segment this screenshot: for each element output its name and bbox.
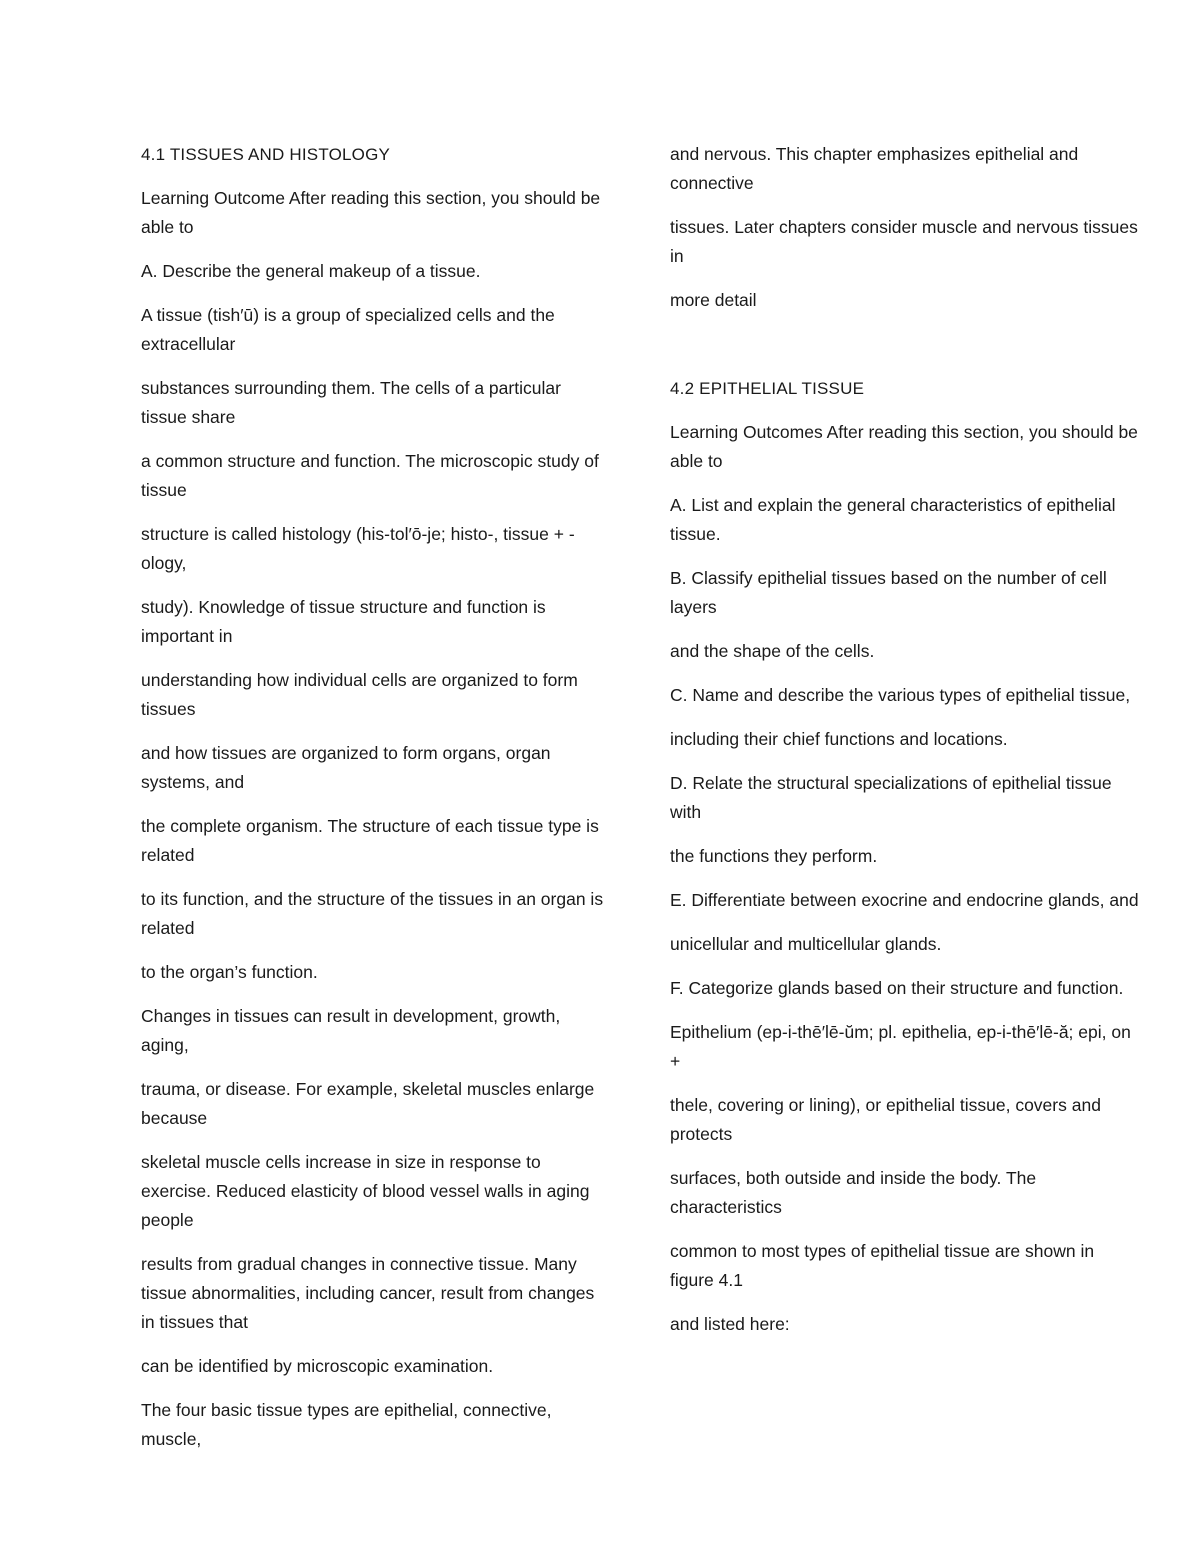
paragraph: The four basic tissue types are epithelial, connective, muscle, (141, 1400, 552, 1449)
section-heading-4-2: 4.2 EPITHELIAL TISSUE (670, 379, 865, 398)
paragraph: substances surrounding them. The cells of a particular tissue share (141, 378, 561, 427)
paragraph: study). Knowledge of tissue structure and function is important in (141, 597, 546, 646)
paragraph: surfaces, both outside and inside the body. The characteristics (670, 1168, 1037, 1217)
paragraph: A. List and explain the general characteristics of epithelial tissue. (670, 495, 1116, 544)
paragraph: a common structure and function. The microscopic study of tissue (141, 451, 599, 500)
paragraph: A. Describe the general makeup of a tissue. (141, 261, 481, 281)
paragraph: A tissue (tish′ū) is a group of specialized cells and the extracellular (141, 305, 555, 354)
section-heading-4-1: 4.1 TISSUES AND HISTOLOGY (141, 145, 391, 164)
paragraph: trauma, or disease. For example, skeletal muscles enlarge because (141, 1079, 595, 1128)
paragraph: more detail (670, 290, 757, 310)
right-column (670, 140, 1140, 1354)
paragraph: structure is called histology (his-tol′ō-je; histo-, tissue + -ology, (141, 524, 575, 573)
paragraph: Epithelium (ep-i-thē′lē-ŭm; pl. epithelia, ep-i-thē′lē-ă; epi, on + (670, 1022, 1131, 1071)
paragraph: and nervous. This chapter emphasizes epithelial and connective (670, 144, 1079, 193)
paragraph: C. Name and describe the various types of epithelial tissue, (670, 685, 1131, 705)
paragraph: tissues. Later chapters consider muscle and nervous tissues in (670, 217, 1138, 266)
paragraph: D. Relate the structural specializations of epithelial tissue with (670, 773, 1112, 822)
paragraph: understanding how individual cells are organized to form tissues (141, 670, 578, 719)
paragraph: Learning Outcomes After reading this section, you should be able to (670, 422, 1138, 471)
paragraph: thele, covering or lining), or epithelial tissue, covers and protects (670, 1095, 1101, 1144)
paragraph: skeletal muscle cells increase in size in response to exercise. Reduced elasticity of blood vessel walls in aging people (141, 1152, 590, 1230)
paragraph: B. Classify epithelial tissues based on the number of cell layers (670, 568, 1107, 617)
paragraph: to its function, and the structure of the tissues in an organ is related (141, 889, 604, 938)
paragraph: including their chief functions and locations. (670, 729, 1008, 749)
blank-line (670, 330, 1140, 374)
paragraph: results from gradual changes in connective tissue. Many tissue abnormalities, including cancer, result from changes in tissues that (141, 1254, 595, 1332)
paragraph: F. Categorize glands based on their structure and function. (670, 978, 1124, 998)
paragraph: Learning Outcome After reading this section, you should be able to (141, 188, 601, 237)
left-column (141, 140, 611, 1469)
paragraph: and the shape of the cells. (670, 641, 875, 661)
paragraph: and how tissues are organized to form organs, organ systems, and (141, 743, 551, 792)
paragraph: unicellular and multicellular glands. (670, 934, 942, 954)
paragraph: Changes in tissues can result in development, growth, aging, (141, 1006, 561, 1055)
paragraph: can be identified by microscopic examination. (141, 1356, 494, 1376)
paragraph: common to most types of epithelial tissue are shown in figure 4.1 (670, 1241, 1095, 1290)
paragraph: the functions they perform. (670, 846, 878, 866)
paragraph: and listed here: (670, 1314, 790, 1334)
paragraph: the complete organism. The structure of each tissue type is related (141, 816, 599, 865)
paragraph: E. Differentiate between exocrine and endocrine glands, and (670, 890, 1139, 910)
paragraph: to the organ’s function. (141, 962, 318, 982)
